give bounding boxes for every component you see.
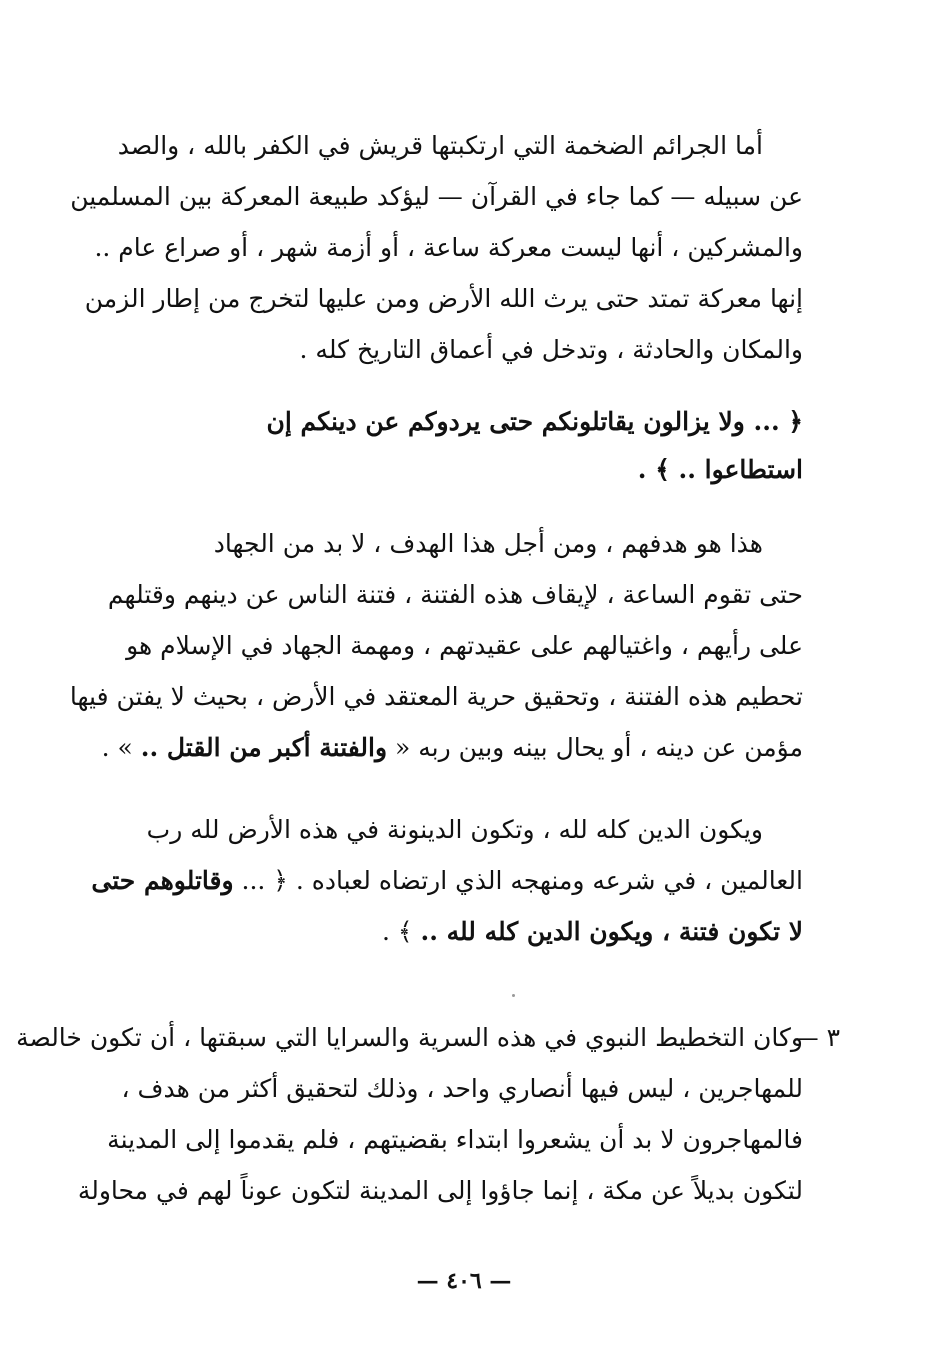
quote-line: استطاعوا .. ﴾ . (637, 455, 803, 484)
paragraph-line: تحطيم هذه الفتنة ، وتحقيق حرية المعتقد في الأرض ، بحيث لا يفتن فيها (69, 682, 803, 711)
paragraph-line (123, 906, 803, 957)
quote-line: ﴿ ... ولا يزالون يقاتلونكم حتى يردوكم عن دينكم إن (266, 407, 803, 436)
bold-quote: والفتنة أكبر من القتل .. (140, 733, 388, 762)
paragraph-4 (16, 1012, 803, 1216)
paragraph-1 (70, 120, 803, 375)
paragraph-line: أما الجرائم الضخمة التي ارتكبتها قريش في الكفر بالله ، والصد (117, 131, 763, 160)
bold-quote: وقاتلوهم حتى (91, 866, 234, 895)
paragraph-line: والمشركين ، أنها ليست معركة ساعة ، أو أزمة شهر ، أو صراع عام .. (94, 233, 803, 262)
paragraph-line: هذا هو هدفهم ، ومن أجل هذا الهدف ، لا بد من الجهاد (213, 529, 763, 558)
paragraph-line: فالمهاجرون لا بد أن يشعروا ابتداء بقضيتهم ، فلم يقدموا إلى المدينة (107, 1125, 803, 1154)
item-number: ٣ — (793, 1023, 840, 1052)
quran-quote-1 (123, 398, 803, 494)
paragraph-line (91, 855, 803, 906)
plain-text: مؤمن عن دينه ، أو يحال بينه وبين ربه « (387, 733, 803, 762)
ink-speck (512, 994, 515, 997)
paragraph-line: لتكون بديلاً عن مكة ، إنما جاؤوا إلى المدينة لتكون عوناً لهم في محاولة (77, 1176, 803, 1205)
plain-text: العالمين ، في شرعه ومنهجه الذي ارتضاه لعباده . ﴿ ... (233, 866, 803, 895)
paragraph-line: وكان التخطيط النبوي في هذه السرية والسرايا التي سبقتها ، أن تكون خالصة (16, 1023, 803, 1052)
paragraph-3 (91, 804, 803, 957)
paragraph-line: إنها معركة تمتد حتى يرث الله الأرض ومن عليها لتخرج من إطار الزمن (84, 284, 803, 313)
page-number: — ٤٠٦ — (416, 1268, 512, 1294)
paragraph-last-line (101, 722, 803, 773)
paragraph-line: عن سبيله — كما جاء في القرآن — ليؤكد طبيعة المعركة بين المسلمين (70, 182, 803, 211)
paragraph-line: على رأيهم ، واغتيالهم على عقيدتهم ، ومهمة الجهاد في الإسلام هو (126, 631, 803, 660)
bold-quote: لا تكون فتنة ، ويكون الدين كله لله .. (420, 917, 803, 946)
paragraph-line: ويكون الدين كله لله ، وتكون الدينونة في هذه الأرض لله رب (146, 815, 763, 844)
paragraph-line: والمكان والحادثة ، وتدخل في أعماق التاريخ كله . (299, 335, 803, 364)
paragraph-line: حتى تقوم الساعة ، لإيقاف هذه الفتنة ، فتنة الناس عن دينهم وقتلهم (107, 580, 803, 609)
paragraph-line: للمهاجرين ، ليس فيها أنصاري واحد ، وذلك لتحقيق أكثر من هدف ، (121, 1074, 803, 1103)
paragraph-2 (69, 518, 803, 773)
quote-close: ﴾ . (381, 917, 421, 946)
quote-close: » . (101, 733, 141, 762)
